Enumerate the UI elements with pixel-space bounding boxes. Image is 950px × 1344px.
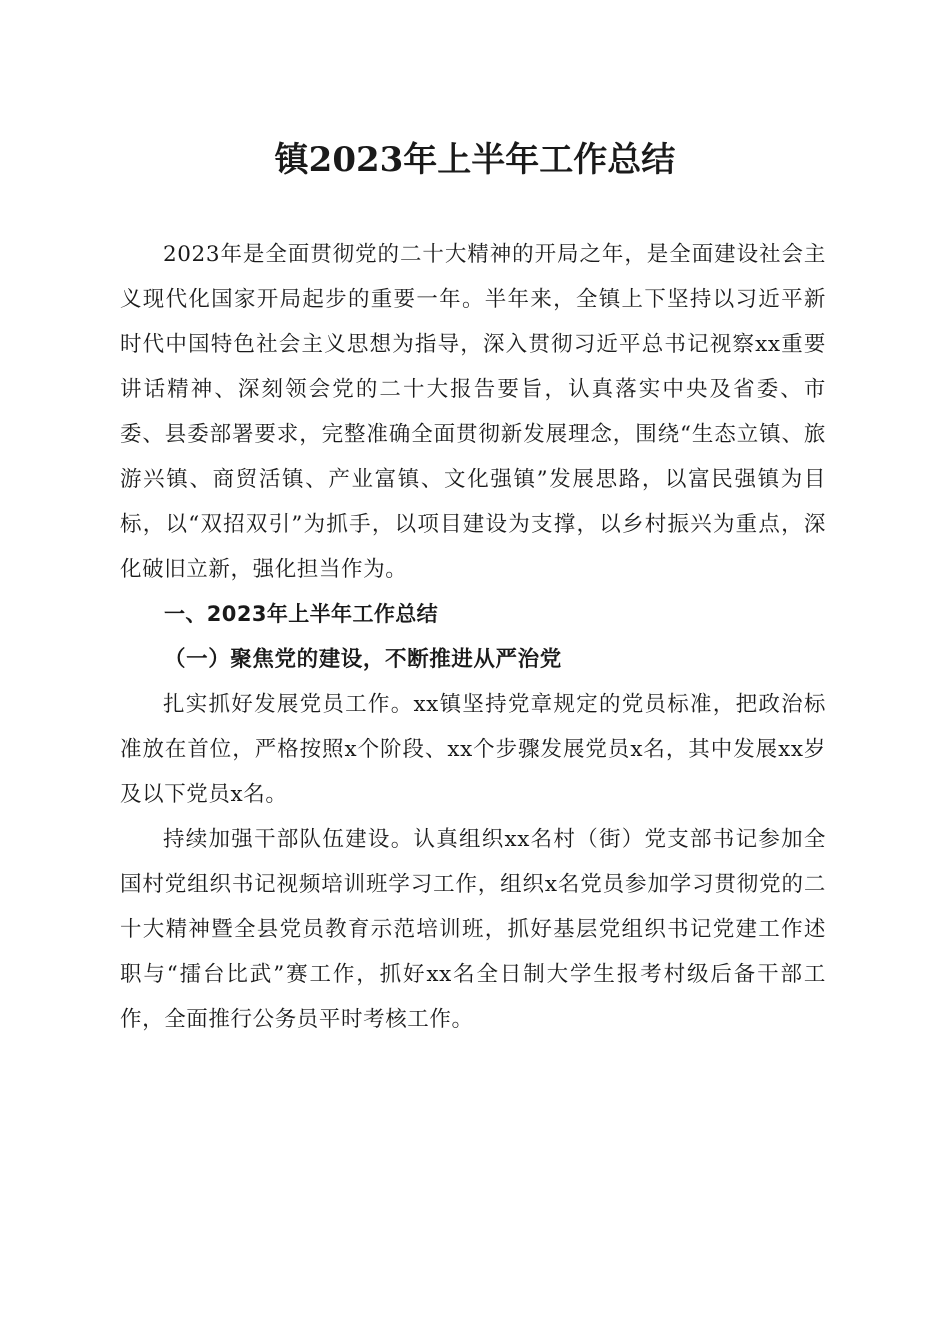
subsection-heading: （一）聚焦党的建设，不断推进从严治党 bbox=[164, 647, 562, 672]
section-heading: 一、2023年上半年工作总结 bbox=[164, 602, 439, 626]
cadres-paragraph: 持续加强干部队伍建设。认真组织xx名村（街）党支部书记参加全国村党组织书记视频培训班学习工作，组织x名党员参加学习贯彻党的二十大精神暨全县党员教育示范培训班，抓好基层党组织书记党建工作述职与“擂台比武”赛工作，抓好xx名全日制大学生报考村级后备干部工作，全面推行公务员平时考核工作。 bbox=[120, 827, 826, 1032]
document-body bbox=[120, 232, 826, 1042]
intro-paragraph: 2023年是全面贯彻党的二十大精神的开局之年，是全面建设社会主义现代化国家开局起步的重要一年。半年来，全镇上下坚持以习近平新时代中国特色社会主义思想为指导，深入贯彻习近平总书记视察xx重要讲话精神、深刻领会党的二十大报告要旨，认真落实中央及省委、市委、县委部署要求，完整准确全面贯彻新发展理念，围绕“生态立镇、旅游兴镇、商贸活镇、产业富镇、文化强镇”发展思路，以富民强镇为目标，以“双招双引”为抓手，以项目建设为支撑，以乡村振兴为重点，深化破旧立新，强化担当作为。 bbox=[120, 242, 826, 582]
document-title: 镇2023年上半年工作总结 bbox=[274, 140, 676, 180]
party-members-paragraph: 扎实抓好发展党员工作。xx镇坚持党章规定的党员标准，把政治标准放在首位，严格按照x个阶段、xx个步骤发展党员x名，其中发展xx岁及以下党员x名。 bbox=[120, 692, 826, 807]
document-page bbox=[120, 0, 830, 1344]
